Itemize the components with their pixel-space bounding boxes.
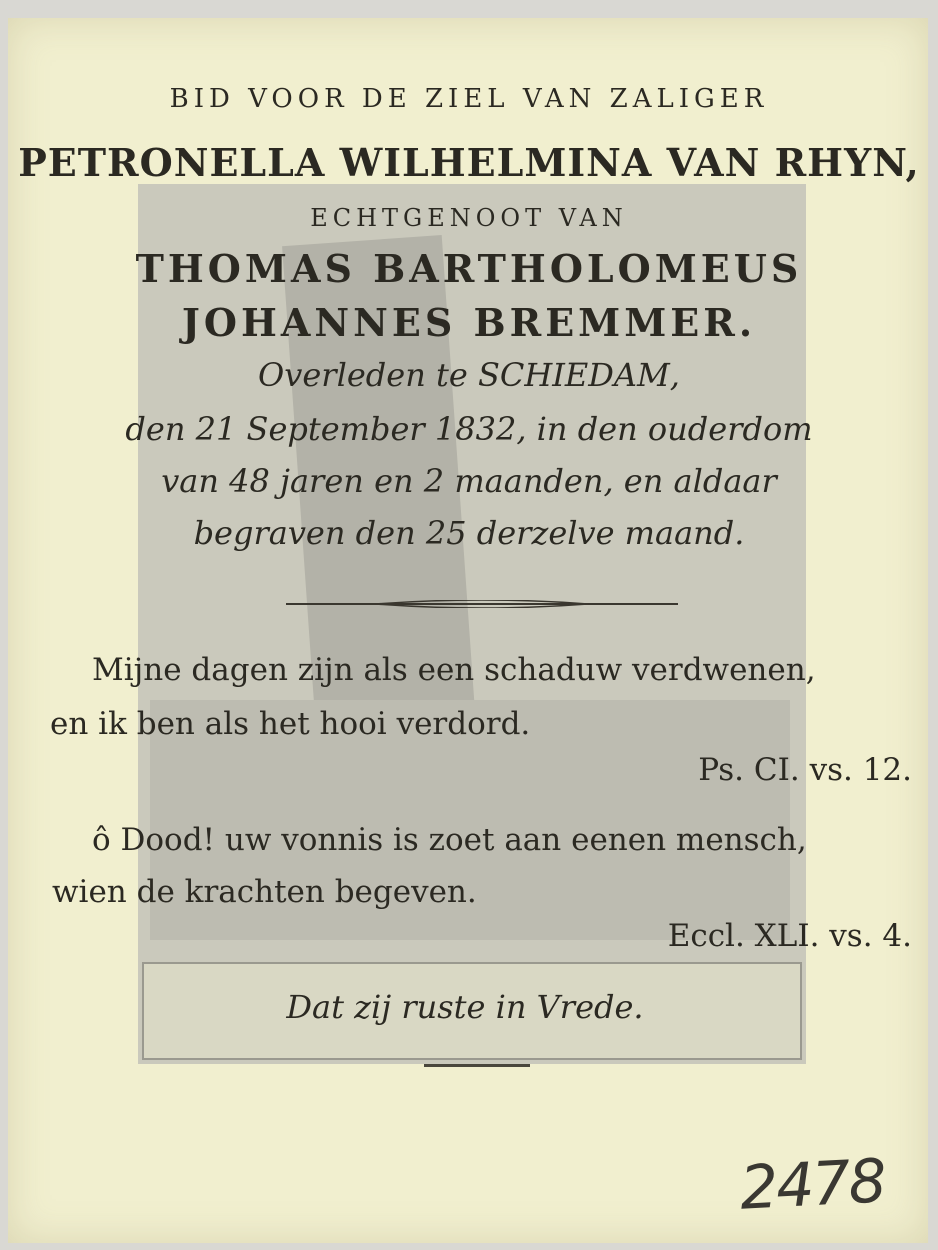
death-place: Overleden te SCHIEDAM, <box>258 356 680 394</box>
verse2-reference: Eccl. XLI. vs. 4. <box>667 918 912 954</box>
deceased-name: PETRONELLA WILHELMINA VAN RHYN, <box>18 140 920 185</box>
ornamental-divider <box>286 600 678 608</box>
verse2-line1: ô Dood! uw vonnis is zoet aan eenen mensch, <box>92 822 807 858</box>
verse1-line1: Mijne dagen zijn als een schaduw verdwenen, <box>92 652 816 688</box>
closing-blessing: Dat zij ruste in Vrede. <box>286 988 644 1026</box>
verse2-line2: wien de krachten begeven. <box>52 874 477 910</box>
death-date: den 21 September 1832, in den ouderdom <box>125 410 813 448</box>
verse1-line2: en ik ben als het hooi verdord. <box>50 706 531 742</box>
age-line: van 48 jaren en 2 maanden, en aldaar <box>161 462 777 500</box>
verse1-reference: Ps. CI. vs. 12. <box>698 752 912 788</box>
burial-line: begraven den 25 derzelve maand. <box>193 514 745 552</box>
handwritten-inventory-number: 2478 <box>738 1146 887 1224</box>
spouse-name-line2: JOHANNES BREMMER. <box>181 300 757 345</box>
prayer-heading: BID VOOR DE ZIEL VAN ZALIGER <box>169 84 769 114</box>
bottom-rule <box>424 1064 530 1067</box>
spouse-heading: ECHTGENOOT VAN <box>310 204 628 232</box>
spouse-name-line1: THOMAS BARTHOLOMEUS <box>135 246 803 291</box>
